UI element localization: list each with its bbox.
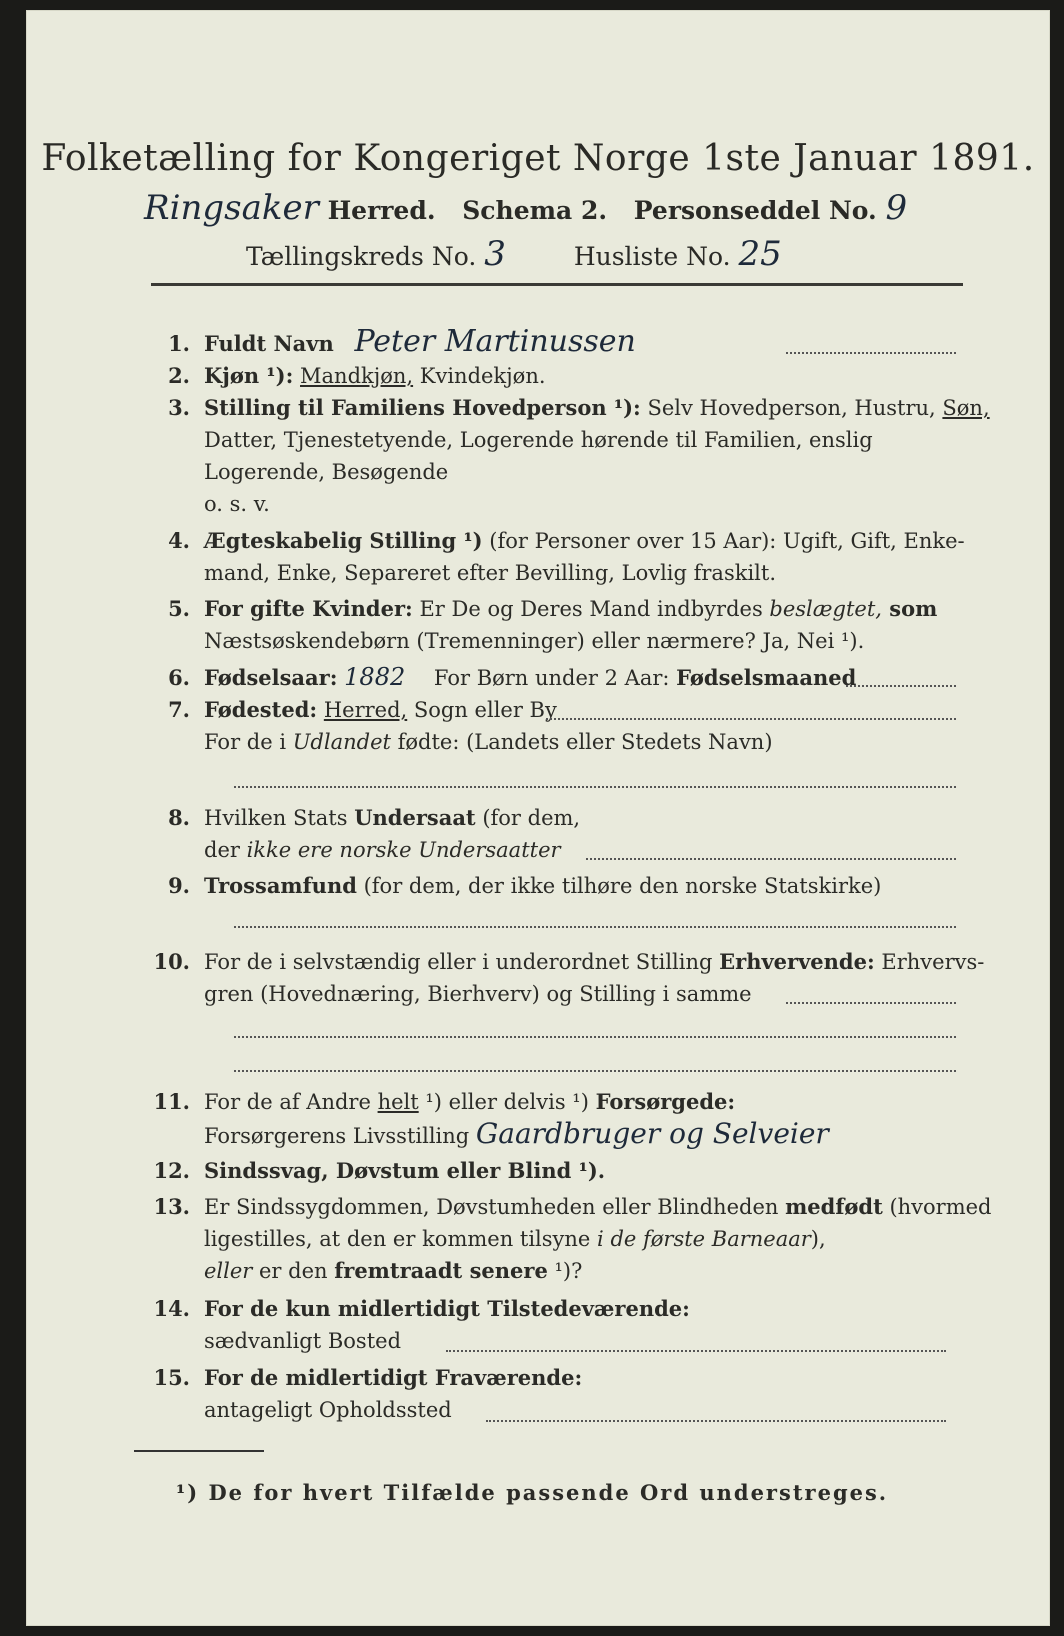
item-text: For de i — [204, 730, 293, 754]
item-13 — [138, 1191, 990, 1223]
item-label: Undersaat — [354, 805, 476, 830]
item-number: 5. — [168, 596, 190, 621]
personseddel-label: Personseddel No. — [633, 196, 877, 225]
item-3 — [138, 392, 990, 424]
item-13-line-3 — [138, 1255, 1056, 1287]
item-text: Hvilken Stats — [204, 806, 355, 830]
item-2 — [138, 360, 990, 392]
item-text: For de af Andre — [204, 1090, 378, 1114]
item-text: fødte: (Landets eller Stedets Navn) — [390, 730, 773, 754]
item-label: Ægteskabelig Stilling ¹) — [204, 528, 483, 553]
item-1 — [138, 326, 990, 360]
item-number: 3. — [168, 395, 190, 420]
answer-mandkjon: Mandkjøn, — [300, 364, 414, 388]
item-text-italic: beslægtet, — [769, 597, 882, 621]
item-text-comma: ), — [810, 1227, 826, 1251]
item-text-italic: ikke ere norske Undersaatter — [246, 838, 561, 862]
fill-line — [786, 1002, 956, 1004]
herred-label: Herred. — [327, 196, 436, 225]
item-5-line-2: Næstsøskendebørn (Tremenninger) eller nærmere? Ja, Nei ¹). — [204, 629, 865, 653]
item-text: For de i selvstændig eller i underordnet Stilling — [204, 950, 720, 974]
item-4-line-2: mand, Enke, Separeret efter Bevilling, Lovlig fraskilt. — [204, 561, 777, 585]
item-14 — [138, 1293, 990, 1325]
fill-line — [586, 858, 956, 860]
schema-label: Schema 2. — [462, 196, 608, 225]
item-text: Selv Hovedperson, Hustru, — [640, 396, 943, 420]
fill-line — [486, 1420, 946, 1422]
option-kvindekjon: Kvindekjøn. — [413, 364, 546, 388]
footnote-rule — [134, 1450, 264, 1452]
item-3-line-4: o. s. v. — [204, 492, 270, 516]
item-number: 11. — [153, 1089, 190, 1114]
item-label: fremtraadt senere — [334, 1258, 548, 1283]
fill-line — [234, 926, 956, 928]
item-7-line-2 — [138, 726, 1056, 758]
item-13-line-2 — [138, 1223, 1056, 1255]
item-number: 8. — [168, 805, 190, 830]
kreds-line — [246, 234, 782, 274]
kreds-number: 3 — [484, 234, 506, 274]
item-15 — [138, 1362, 990, 1394]
item-8-line-2 — [138, 834, 1056, 866]
kreds-label: Tællingskreds No. — [246, 242, 477, 271]
item-label: Stilling til Familiens Hovedperson ¹): — [204, 395, 641, 420]
item-number: 12. — [153, 1158, 190, 1183]
item-text: (for Personer over 15 Aar): Ugift, Gift, Enke- — [482, 529, 965, 553]
answer-full-name: Peter Martinussen — [354, 324, 636, 359]
answer-son: Søn, — [942, 396, 990, 420]
item-number: 2. — [168, 363, 190, 388]
fill-line — [786, 352, 956, 354]
item-label: Sindssvag, Døvstum eller Blind ¹). — [204, 1158, 606, 1183]
item-number: 4. — [168, 528, 190, 553]
personseddel-number: 9 — [885, 188, 908, 228]
answer-helt: helt — [377, 1090, 419, 1114]
item-11-line-2 — [138, 1118, 1056, 1152]
form-title: Folketælling for Kongeriget Norge 1ste Januar 1891. — [41, 138, 1035, 179]
item-text: For Børn under 2 Aar: — [427, 666, 677, 690]
item-text: er den — [252, 1259, 335, 1283]
item-15-line-2: antageligt Opholdssted — [204, 1398, 452, 1422]
item-4 — [138, 525, 990, 557]
item-text: (for dem, — [475, 806, 581, 830]
item-label: medfødt — [785, 1194, 883, 1219]
item-10-line-2: gren (Hovednæring, Bierhverv) og Stilling i samme — [204, 982, 752, 1006]
item-text: Erhvervs- — [874, 950, 985, 974]
item-label: For gifte Kvinder: — [204, 596, 413, 621]
fill-line — [234, 786, 956, 788]
item-label: For de midlertidigt Fraværende: — [204, 1365, 583, 1390]
item-label: Fødselsaar: — [204, 665, 338, 690]
item-text: Er De og Deres Mand indbyrdes — [412, 597, 770, 621]
herred-name: Ringsaker — [144, 188, 319, 228]
item-7 — [138, 694, 990, 726]
fill-line — [234, 1036, 956, 1038]
herred-line — [144, 188, 907, 228]
item-label: Trossamfund — [204, 873, 357, 898]
item-3-line-3: Logerende, Besøgende — [204, 460, 449, 484]
item-3-line-2: Datter, Tjenestetyende, Logerende hørende til Familien, enslig — [204, 428, 873, 452]
item-label: For de kun midlertidigt Tilstedeværende: — [204, 1296, 690, 1321]
item-9 — [138, 870, 990, 902]
item-text-italic: i de første Barneaar — [597, 1227, 811, 1251]
husliste-number: 25 — [738, 234, 782, 274]
item-number: 10. — [153, 949, 190, 974]
fill-line — [546, 718, 956, 720]
item-number: 6. — [168, 665, 190, 690]
item-12 — [138, 1155, 990, 1187]
answer-herred: Herred, — [323, 698, 408, 722]
item-10 — [138, 946, 990, 978]
item-14-line-2: sædvanligt Bosted — [204, 1329, 402, 1353]
item-text-italic: Udlandet — [292, 730, 391, 754]
answer-birth-year: 1882 — [344, 663, 406, 691]
item-6 — [138, 661, 990, 694]
item-text: som — [881, 596, 938, 621]
item-text: (hvormed — [882, 1195, 992, 1219]
item-label: Forsørgede: — [595, 1089, 736, 1114]
answer-provider-occupation: Gaardbruger og Selveier — [475, 1117, 829, 1150]
item-label: Kjøn ¹): — [204, 363, 294, 388]
item-text-italic: eller — [204, 1259, 253, 1283]
item-number: 15. — [153, 1365, 190, 1390]
item-8 — [138, 802, 990, 834]
fill-line — [846, 685, 956, 687]
item-text: ¹) eller delvis ¹) — [418, 1090, 596, 1114]
census-form-sheet — [26, 10, 1050, 1626]
item-text: ¹)? — [547, 1259, 583, 1283]
item-number: 9. — [168, 873, 190, 898]
item-text: (for dem, der ikke tilhøre den norske Statskirke) — [356, 874, 882, 898]
item-number: 7. — [168, 697, 190, 722]
item-number: 14. — [153, 1296, 190, 1321]
item-number: 1. — [168, 331, 190, 356]
fill-line — [446, 1350, 946, 1352]
footnote: ¹) De for hvert Tilfælde passende Ord understreges. — [176, 1480, 889, 1505]
item-text: Forsørgerens Livsstilling — [204, 1124, 470, 1148]
item-text: der — [204, 838, 247, 862]
item-5 — [138, 593, 990, 625]
header-rule — [151, 283, 963, 286]
husliste-label: Husliste No. — [573, 242, 731, 271]
fill-line — [234, 1070, 956, 1072]
item-label: Fødested: — [204, 697, 318, 722]
item-label: Fødselsmaaned — [676, 665, 857, 690]
item-number: 13. — [153, 1194, 190, 1219]
item-11 — [138, 1086, 990, 1118]
item-label: Fuldt Navn — [204, 331, 334, 356]
item-text: Sogn eller By — [407, 698, 557, 722]
item-text: Er Sindssygdommen, Døvstumheden eller Blindheden — [204, 1195, 786, 1219]
item-label: Erhvervende: — [719, 949, 875, 974]
item-text: ligestilles, at den er kommen tilsyne — [204, 1227, 598, 1251]
